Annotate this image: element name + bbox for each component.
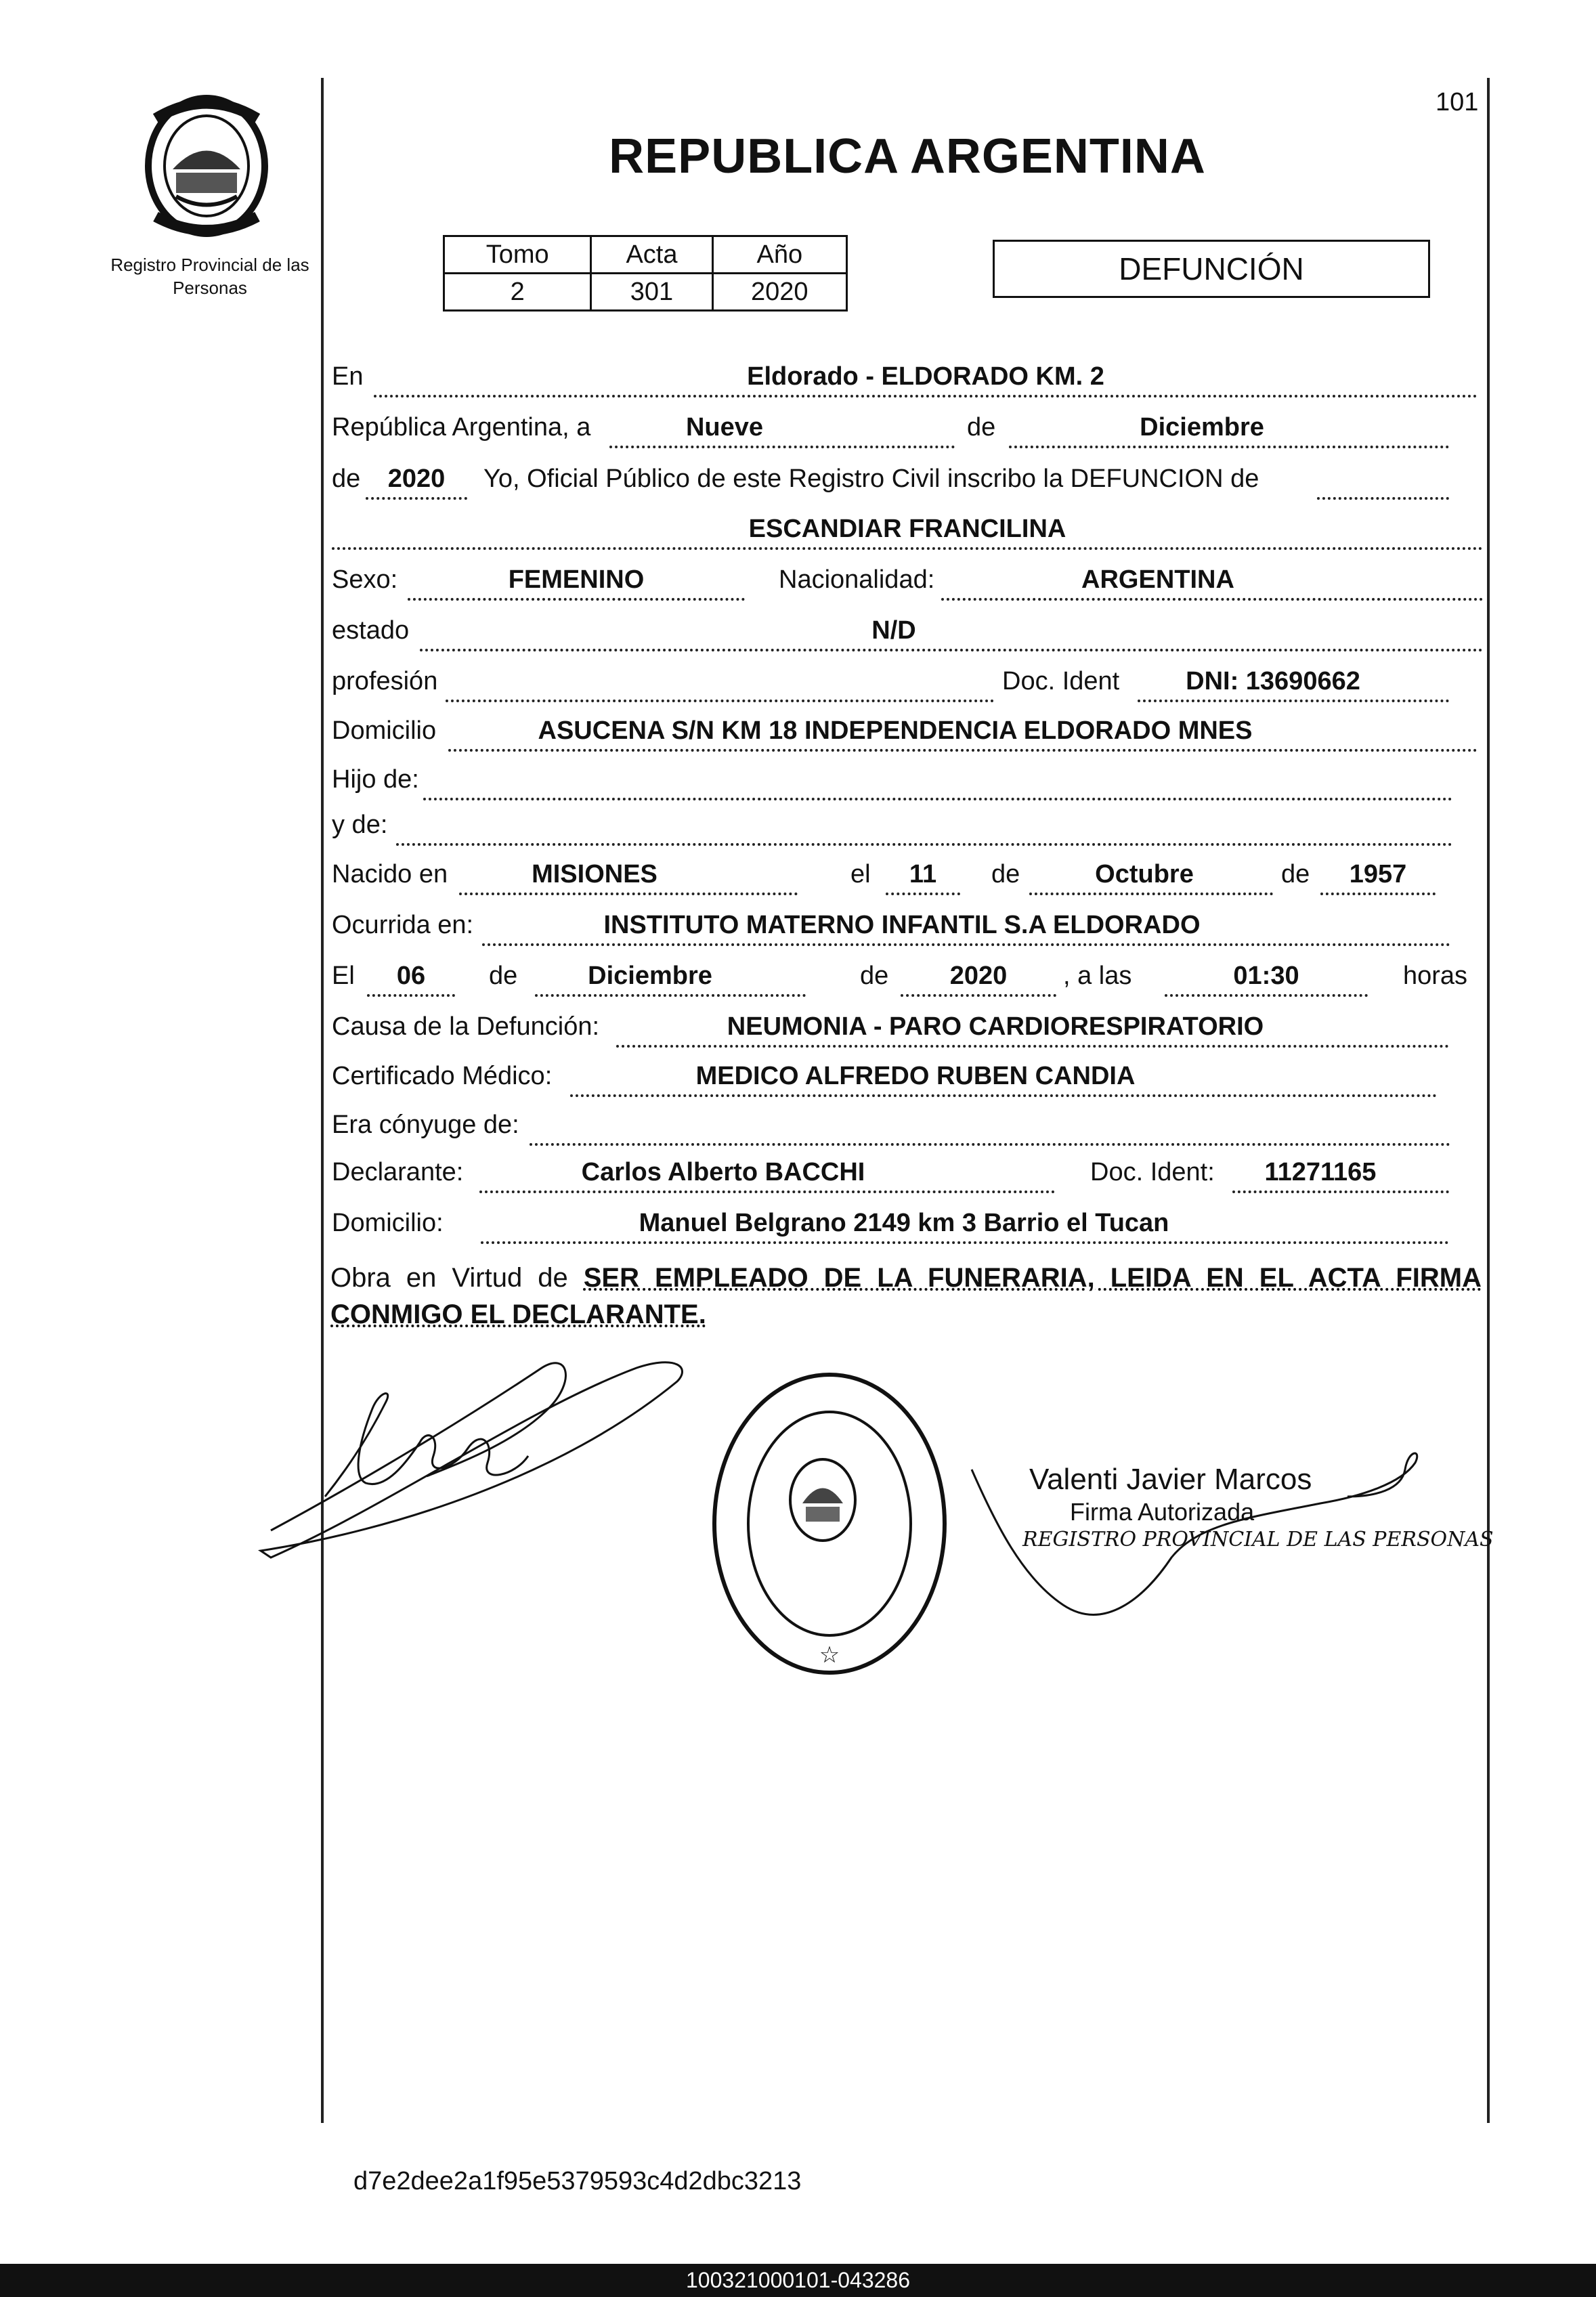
sexo-label: Sexo: (332, 565, 398, 594)
row-hijo (332, 765, 1483, 806)
document-hash: d7e2dee2a1f95e5379593c4d2dbc3213 (353, 2167, 802, 2195)
death-month-value: Diciembre (588, 962, 712, 990)
profesion-label: profesión (332, 667, 438, 695)
declarante-value: Carlos Alberto BACCHI (581, 1158, 865, 1186)
profesion-value (446, 667, 994, 700)
official-line (1317, 465, 1449, 500)
obra-text: SER EMPLEADO DE LA FUNERARIA, LEIDA EN EL ACTA FIRMA CONMIGO EL DECLARANTE. (330, 1263, 1482, 1329)
birth-month-value: Octubre (1095, 860, 1194, 888)
birth-year-value: 1957 (1349, 860, 1407, 888)
domicilio-value: ASUCENA S/N KM 18 INDEPENDENCIA ELDORADO MNES (538, 716, 1253, 745)
domicilio-label: Domicilio (332, 716, 437, 745)
acta-header: Acta (591, 236, 712, 274)
yde-label: y de: (332, 811, 388, 839)
republica-label: República Argentina, a (332, 413, 591, 442)
page-title: REPUBLICA ARGENTINA (609, 129, 1206, 184)
reference-table (443, 235, 848, 312)
row-death-date (332, 962, 1483, 1002)
place-value: Eldorado - ELDORADO KM. 2 (747, 362, 1104, 391)
signer-name: Valenti Javier Marcos (1029, 1463, 1312, 1496)
certificado-label: Certificado Médico: (332, 1062, 553, 1090)
row-date (332, 413, 1483, 454)
row-birth (332, 860, 1483, 901)
obra-paragraph (330, 1260, 1482, 1333)
conyuge-value (530, 1111, 1450, 1143)
decl-domicilio-label: Domicilio: (332, 1209, 444, 1237)
death-year-value: 2020 (949, 962, 1008, 990)
sexo-value: FEMENINO (508, 565, 645, 594)
anio-value: 2020 (712, 274, 846, 311)
causa-label: Causa de la Defunción: (332, 1012, 600, 1041)
ocurrida-label: Ocurrida en: (332, 911, 474, 939)
tomo-value: 2 (444, 274, 591, 311)
row-place (332, 362, 1483, 403)
row-certificado (332, 1062, 1483, 1102)
yde-value (396, 811, 1452, 843)
row-estado (332, 616, 1483, 657)
hijo-value (423, 765, 1452, 798)
left-margin-line (321, 78, 324, 2123)
certificado-value: MEDICO ALFREDO RUBEN CANDIA (695, 1062, 1136, 1090)
death-de-label: de (489, 962, 518, 990)
anio-header: Año (712, 236, 846, 274)
ocurrida-value: INSTITUTO MATERNO INFANTIL S.A ELDORADO (603, 911, 1201, 939)
death-time-value: 01:30 (1233, 962, 1299, 990)
causa-value: NEUMONIA - PARO CARDIORESPIRATORIO (727, 1012, 1264, 1041)
registry-name: Registro Provincial de las Personas (110, 255, 309, 298)
birth-day-value: 11 (909, 860, 937, 888)
year-value: 2020 (387, 465, 446, 493)
record-type-box: DEFUNCIÓN (993, 240, 1430, 298)
row-profession-doc (332, 667, 1483, 708)
official-seal (704, 1365, 955, 1683)
death-de2-label: de (860, 962, 889, 990)
nacido-value: MISIONES (532, 860, 657, 888)
El-label: El (332, 962, 355, 990)
en-label: En (332, 362, 364, 391)
decl-domicilio-value: Manuel Belgrano 2149 km 3 Barrio el Tucan (639, 1209, 1169, 1237)
month-value: Diciembre (1140, 413, 1264, 442)
row-sex-nationality (332, 565, 1483, 606)
right-margin-line (1487, 78, 1490, 2123)
declarante-label: Declarante: (332, 1158, 464, 1186)
province-logo (135, 91, 278, 240)
horas-label: horas (1403, 962, 1468, 990)
day-value: Nueve (685, 413, 764, 442)
reference-header-row (444, 236, 847, 274)
decl-doc-label: Doc. Ident: (1090, 1158, 1215, 1186)
nacido-label: Nacido en (332, 860, 448, 888)
reference-value-row (444, 274, 847, 311)
official-text: Yo, Oficial Público de este Registro Civil inscribo la DEFUNCION de (483, 465, 1259, 493)
barcode-footer: 100321000101-043286 (0, 2264, 1596, 2297)
obra-label: Obra en Virtud de (330, 1263, 568, 1293)
nacionalidad-label: Nacionalidad: (779, 565, 935, 594)
birth-de-label: de (991, 860, 1020, 888)
row-domicilio (332, 716, 1483, 757)
row-declarante (332, 1158, 1483, 1199)
nacionalidad-value: ARGENTINA (1081, 565, 1234, 594)
signer-org: REGISTRO PROVINCIAL DE LAS PERSONAS (1022, 1528, 1494, 1551)
row-conyuge (332, 1111, 1483, 1151)
row-year-official (332, 465, 1483, 505)
death-day-value: 06 (396, 962, 426, 990)
conyuge-label: Era cónyuge de: (332, 1111, 519, 1139)
birth-de2-label: de (1281, 860, 1310, 888)
declarant-signature (257, 1327, 691, 1571)
acta-value: 301 (591, 274, 712, 311)
page-number: 101 (1436, 88, 1479, 116)
row-causa (332, 1012, 1483, 1053)
de-label: de (967, 413, 996, 442)
doc-label: Doc. Ident (1002, 667, 1120, 695)
row-decl-domicilio (332, 1209, 1483, 1249)
row-ocurrida (332, 911, 1483, 951)
estado-label: estado (332, 616, 410, 645)
svg-text:☆: ☆ (819, 1642, 840, 1668)
row-yde (332, 811, 1483, 851)
hijo-label: Hijo de: (332, 765, 419, 794)
deceased-name: ESCANDIAR FRANCILINA (748, 515, 1066, 543)
alas-label: , a las (1063, 962, 1132, 990)
estado-value: N/D (871, 616, 916, 645)
decl-doc-value: 11271165 (1264, 1158, 1377, 1186)
tomo-header: Tomo (444, 236, 591, 274)
row-deceased (332, 515, 1483, 555)
doc-value: DNI: 13690662 (1186, 667, 1360, 695)
de-year-label: de (332, 465, 361, 493)
signer-role: Firma Autorizada (1070, 1498, 1255, 1526)
el-label: el (850, 860, 871, 888)
